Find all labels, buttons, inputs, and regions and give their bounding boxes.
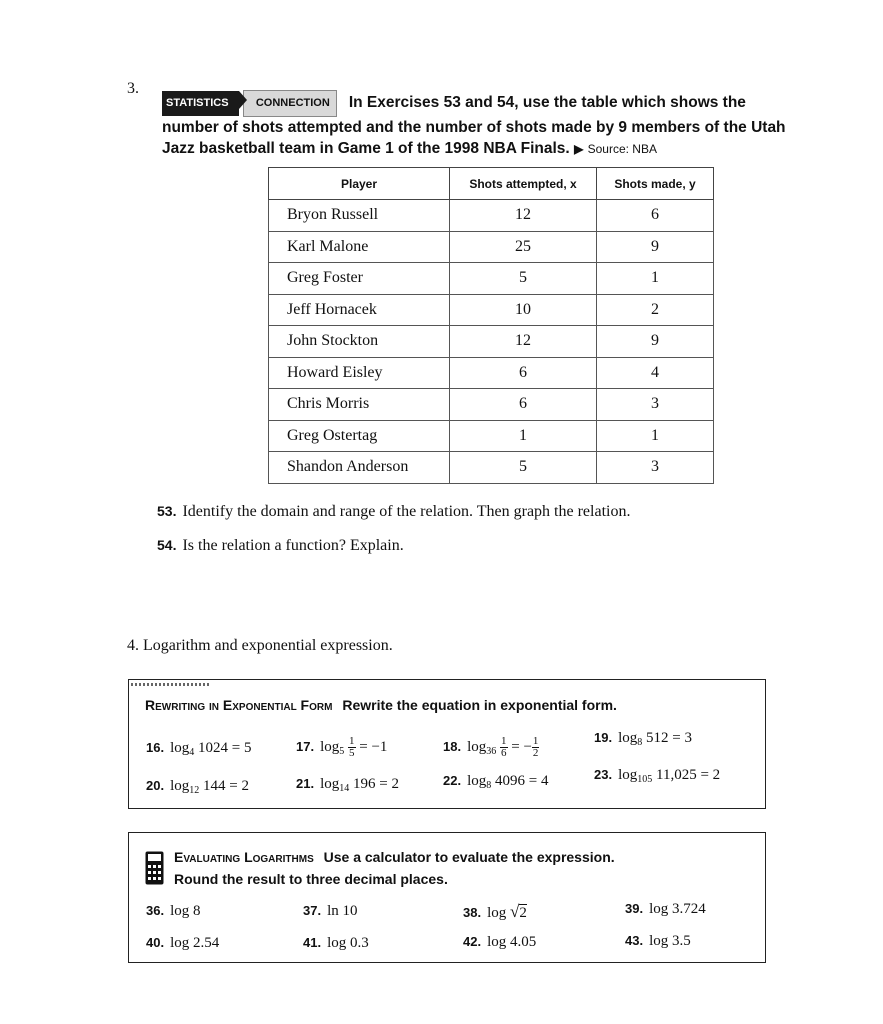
problem-23: 23. $\log_{105} 11,025 = 2$ [594, 767, 721, 785]
problem-19: 19. $\log_8 512 = 3$ [594, 730, 692, 748]
problem-text: log 2.54 [170, 935, 220, 951]
shots-made: 9 [597, 231, 714, 263]
player-name: Greg Foster [269, 263, 450, 295]
table-header-row [269, 168, 714, 200]
shots-attempted: 6 [450, 357, 597, 389]
problem-number: 16. [146, 740, 165, 755]
problem-text: log 3.724 [649, 901, 706, 917]
player-name: John Stockton [269, 326, 450, 358]
shots-made: 3 [597, 452, 714, 484]
shots-made: 9 [597, 326, 714, 358]
problem-22: 22. $\log_8 4096 = 4$ [443, 773, 549, 791]
problem-38: 38. log √2 [463, 902, 527, 921]
table-row [269, 452, 714, 484]
problem-16: 16. $\log_4 1024 = 5$ [146, 740, 252, 758]
shots-made: 1 [597, 263, 714, 295]
player-name: Chris Morris [269, 389, 450, 421]
table-row [269, 263, 714, 295]
table-row [269, 357, 714, 389]
exercise-53 [157, 503, 630, 521]
shots-made: 1 [597, 420, 714, 452]
box2-instruction-2: Round the result to three decimal places. [174, 871, 448, 887]
shots-attempted: 25 [450, 231, 597, 263]
player-name: Bryon Russell [269, 200, 450, 232]
player-name: Greg Ostertag [269, 420, 450, 452]
header-shots-made: Shots made, y [597, 168, 714, 200]
header-player: Player [269, 168, 450, 200]
exercise-text: Identify the domain and range of the relation. Then graph the relation. [182, 503, 631, 520]
problem-36 [146, 903, 201, 920]
problem-number: 43. [625, 933, 644, 948]
problem-number: 37. [303, 903, 322, 918]
source-label: Source: NBA [587, 142, 657, 156]
problem-text: log 0.3 [327, 935, 369, 951]
table-row [269, 294, 714, 326]
shots-made: 4 [597, 357, 714, 389]
problem-number: 38. [463, 905, 482, 920]
problem-20: 20. $\log_{12} 144 = 2$ [146, 778, 249, 796]
problem-text: log 4.05 [487, 934, 537, 950]
shots-attempted: 12 [450, 326, 597, 358]
problem-41 [303, 935, 369, 952]
table-row [269, 231, 714, 263]
statistics-tag: STATISTICS [162, 91, 239, 116]
exercise-54 [157, 537, 404, 555]
problem-text: log 3.5 [649, 933, 691, 949]
problem-37 [303, 903, 358, 920]
table-row [269, 200, 714, 232]
problem-40 [146, 935, 219, 952]
player-name: Jeff Hornacek [269, 294, 450, 326]
shots-attempted: 5 [450, 263, 597, 295]
exercise-number: 53. [157, 503, 177, 519]
problem-21: 21. $\log_{14} 196 = 2$ [296, 776, 399, 794]
intro-text: In Exercises 53 and 54, use the table which shows the number of shots attempted and the number of shots made by 9 members of the Utah Jazz basketball team in Game 1 of the 1998 NBA Finals. [162, 94, 786, 157]
shots-attempted: 5 [450, 452, 597, 484]
box2-heading [174, 846, 759, 890]
box2-title: Evaluating Logarithms [174, 849, 314, 865]
problem-39 [625, 901, 706, 918]
problem-number: 21. [296, 776, 315, 791]
problem-42 [463, 934, 536, 951]
header-shots-attempted: Shots attempted, x [450, 168, 597, 200]
shots-attempted: 10 [450, 294, 597, 326]
player-name: Shandon Anderson [269, 452, 450, 484]
problem-number: 39. [625, 901, 644, 916]
problem-18: 18. $\log_{36}$ $\frac{1}{6}$ = − $\frac{1}{2}$ [443, 735, 539, 759]
calculator-icon [145, 851, 164, 885]
shots-made: 2 [597, 294, 714, 326]
box1-title: Rewriting in Exponential Form [145, 697, 333, 713]
problem-number: 42. [463, 934, 482, 949]
problem-43 [625, 933, 691, 950]
section-3-number: 3. [127, 80, 139, 97]
section-3-intro [162, 90, 802, 160]
dotted-rule [131, 683, 211, 686]
problem-number: 36. [146, 903, 165, 918]
problem-number: 41. [303, 935, 322, 950]
problem-17: 17. $\log_5$ $\frac{1}{5}$ = −1 [296, 735, 388, 759]
table-row [269, 326, 714, 358]
shots-attempted: 12 [450, 200, 597, 232]
problem-number: 23. [594, 767, 613, 782]
problem-number: 22. [443, 773, 462, 788]
problem-text: log 8 [170, 903, 201, 919]
shots-attempted: 6 [450, 389, 597, 421]
box1-heading [145, 697, 617, 713]
table-row [269, 420, 714, 452]
section-4-heading: 4. Logarithm and exponential expression. [127, 637, 393, 654]
problem-number: 18. [443, 738, 462, 754]
box1-instruction: Rewrite the equation in exponential form. [342, 697, 617, 713]
shots-made: 3 [597, 389, 714, 421]
exercise-number: 54. [157, 537, 177, 553]
connection-tag: CONNECTION [243, 90, 337, 117]
exercise-text: Is the relation a function? Explain. [182, 537, 404, 554]
shots-made: 6 [597, 200, 714, 232]
table-row [269, 389, 714, 421]
source-arrow-icon: ▶ [574, 142, 584, 156]
shots-attempted: 1 [450, 420, 597, 452]
problem-number: 40. [146, 935, 165, 950]
problem-number: 17. [296, 738, 315, 754]
problem-number: 20. [146, 778, 165, 793]
problem-number: 19. [594, 730, 613, 745]
shots-table [268, 167, 714, 484]
player-name: Karl Malone [269, 231, 450, 263]
box2-instruction-1: Use a calculator to evaluate the expression. [323, 849, 615, 865]
player-name: Howard Eisley [269, 357, 450, 389]
problem-text: ln 10 [327, 903, 358, 919]
